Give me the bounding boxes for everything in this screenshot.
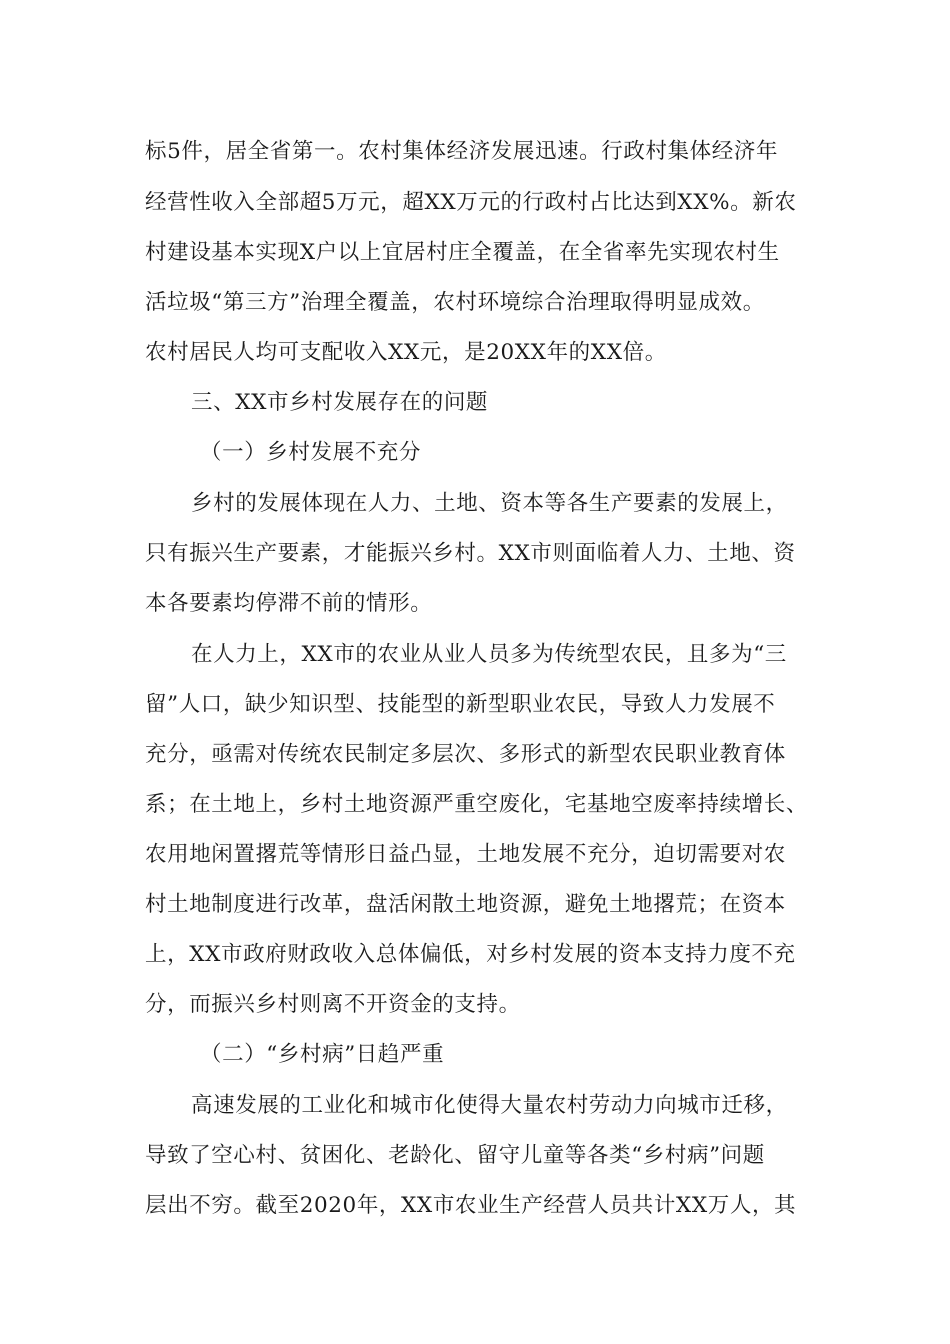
body-line-8: 本各要素均停滞不前的情形。 xyxy=(145,591,433,616)
body-line-13: 农用地闲置撂荒等情形日益凸显，土地发展不充分，迫切需要对农 xyxy=(145,842,786,867)
section-heading-3: 三、XX市乡村发展存在的问题 xyxy=(191,390,489,415)
body-line-4: 活垃圾“第三方”治理全覆盖，农村环境综合治理取得明显成效。 xyxy=(145,290,765,315)
body-line-16: 分，而振兴乡村则离不开资金的支持。 xyxy=(145,992,521,1017)
subsection-heading-1: （一）乡村发展不充分 xyxy=(200,440,422,465)
body-line-1: 标5件，居全省第一。农村集体经济发展迅速。行政村集体经济年 xyxy=(145,139,779,164)
body-line-7: 只有振兴生产要素，才能振兴乡村。XX市则面临着人力、土地、资 xyxy=(145,541,796,566)
body-line-5: 农村居民人均可支配收入XX元，是20XX年的XX倍。 xyxy=(145,340,667,365)
subsection-heading-2: （二）“乡村病”日趋严重 xyxy=(200,1042,445,1067)
body-line-15: 上，XX市政府财政收入总体偏低，对乡村发展的资本支持力度不充 xyxy=(145,942,796,967)
body-line-3: 村建设基本实现X户以上宜居村庄全覆盖，在全省率先实现农村生 xyxy=(145,240,780,265)
body-line-12: 系；在土地上，乡村土地资源严重空废化，宅基地空废率持续增长、 xyxy=(145,792,809,817)
body-line-2: 经营性收入全部超5万元，超XX万元的行政村占比达到XX%。新农 xyxy=(145,190,797,215)
body-line-10: 留”人口，缺少知识型、技能型的新型职业农民，导致人力发展不 xyxy=(145,692,776,717)
body-line-14: 村土地制度进行改革，盘活闲散土地资源，避免土地撂荒；在资本 xyxy=(145,892,786,917)
body-line-6: 乡村的发展体现在人力、土地、资本等各生产要素的发展上， xyxy=(191,491,788,516)
body-line-9: 在人力上，XX市的农业从业人员多为传统型农民，且多为“三 xyxy=(191,642,787,667)
body-line-17: 高速发展的工业化和城市化使得大量农村劳动力向城市迁移， xyxy=(191,1093,788,1118)
body-line-19: 层出不穷。截至2020年，XX市农业生产经营人员共计XX万人，其 xyxy=(145,1193,797,1218)
body-line-11: 充分，亟需对传统农民制定多层次、多形式的新型农民职业教育体 xyxy=(145,742,786,767)
body-line-18: 导致了空心村、贫困化、老龄化、留守儿童等各类“乡村病”问题 xyxy=(145,1143,765,1168)
